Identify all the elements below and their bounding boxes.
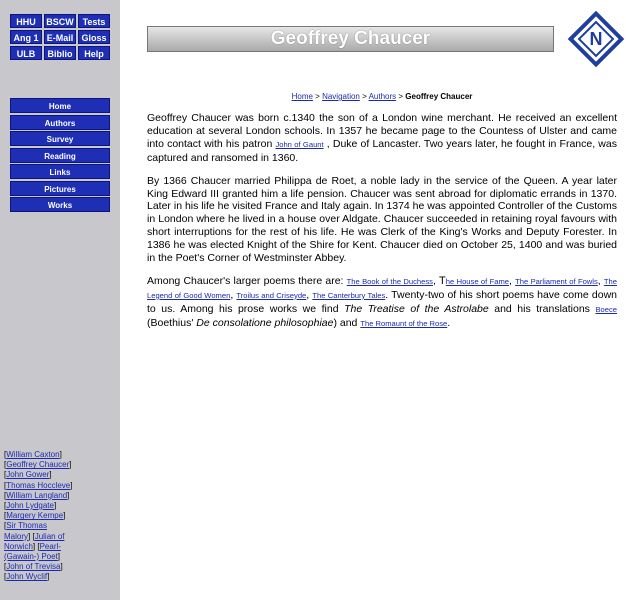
separator: , [597, 274, 604, 287]
link-legend-of-good-women[interactable]: The Legend of Good Women [147, 276, 617, 300]
paragraph-text: ) and [333, 316, 361, 329]
author-link[interactable]: Thomas Hoccleve [6, 480, 71, 490]
author-link[interactable]: Julian of Norwich [4, 531, 65, 551]
author-link[interactable]: William Caxton [6, 450, 60, 459]
nav-reading[interactable]: Reading [10, 148, 110, 163]
author-link[interactable]: William Langland [6, 490, 68, 500]
authors-list: [William Caxton] [Geoffrey Chaucer] [John Gower] [Thomas Hoccleve] [William Langland] [John Lydgate] [Margery Kempe] [Sir Thomas Malory] [Julian of Norwich] [Pearl-(Gawain-) Poet] [John of Trevisa] [John Wyclif] [4, 450, 73, 582]
link-boece[interactable]: Boece [595, 304, 617, 314]
separator: , [230, 288, 237, 301]
breadcrumb-separator: > [312, 92, 323, 101]
nav-pictures[interactable]: Pictures [10, 181, 110, 196]
paragraph-text: , Duke of Lancaster. Two years later, he fought in France, was captured and ransomed in 1360. [147, 137, 617, 164]
paragraph-text: Geoffrey Chaucer was born c.1340 the son of a London wine merchant. He received an excellent education at several London schools. In 1357 he became page to the Countess of Ulster and came into contact with his patron [147, 112, 617, 150]
breadcrumb-separator: > [396, 92, 406, 101]
link-romaunt-of-the-rose[interactable]: The Romaunt of the Rose [360, 318, 448, 328]
top-link-hhu[interactable]: HHU [10, 14, 42, 28]
top-link-ulb[interactable]: ULB [10, 46, 42, 60]
breadcrumb-current: Geoffrey Chaucer [405, 92, 473, 101]
separator: , [509, 274, 516, 287]
top-link-email[interactable]: E-Mail [44, 30, 76, 44]
link-parliament-of-fowls[interactable]: The Parliament of Fowls [515, 276, 598, 286]
paragraph-text: and his translations [488, 302, 596, 315]
top-link-gloss[interactable]: Gloss [78, 30, 110, 44]
author-link[interactable]: John of Trevisa [6, 562, 61, 572]
sidebar [0, 0, 120, 600]
author-link[interactable]: Sir Thomas Malory [4, 521, 47, 541]
link-troilus-and-criseyde[interactable]: Troilus and Criseyde [236, 290, 307, 300]
top-link-ang1[interactable]: Ang 1 [10, 30, 42, 44]
title-de-consolatione: De consolatione philosophiae [196, 316, 334, 329]
top-link-tests[interactable]: Tests [78, 14, 110, 28]
link-book-of-the-duchess[interactable]: The Book of the Duchess [346, 276, 433, 286]
nav-links[interactable]: Links [10, 164, 110, 179]
link-house-of-fame[interactable]: he House of Fame [445, 276, 510, 286]
author-link[interactable]: Margery Kempe [6, 511, 64, 521]
breadcrumb-home[interactable]: Home [291, 92, 313, 101]
breadcrumb-authors[interactable]: Authors [368, 92, 397, 101]
page-title-banner: Geoffrey Chaucer [147, 26, 554, 52]
author-link[interactable]: Pearl-(Gawain-) Poet [4, 541, 61, 562]
paragraph-text: (Boethius' [147, 316, 197, 329]
author-link[interactable]: Geoffrey Chaucer [6, 460, 70, 470]
top-link-biblio[interactable]: Biblio [44, 46, 76, 60]
nav-authors[interactable]: Authors [10, 115, 110, 130]
link-canterbury-tales[interactable]: The Canterbury Tales [312, 290, 386, 300]
separator: , [306, 288, 313, 301]
logo-letter: N [589, 29, 603, 49]
site-logo-icon [566, 9, 626, 69]
stray-capital-t: T [439, 274, 446, 287]
link-john-of-gaunt[interactable]: John of Gaunt [275, 139, 324, 149]
biography-paragraph-2: By 1366 Chaucer married Philippa de Roet, a noble lady in the service of the Queen. A year later King Edward III granted him a life pension. Chaucer was sent abroad for diplomatic errands in 1370. Later in his life he visited France and Italy again. In 1374 he was appointed Controller of the Customs in London where he lived in a house over Aldgate. Chaucer succeeded in retaining royal favours with short interruptions for the rest of his life. He was Clerk of the King's Works and Deputy Forester. In 1386 he was elected Knight of the Shire for Kent. Chaucer died on October 25, 1400 and was buried in the Poet's Corner of Westminster Abbey. [147, 174, 617, 265]
main-content [147, 112, 617, 341]
breadcrumb-separator: > [359, 92, 369, 101]
author-link[interactable]: John Wyclif [6, 572, 48, 582]
author-link[interactable]: John Gower [6, 470, 50, 480]
biography-paragraph-1 [147, 112, 617, 165]
separator: , [432, 274, 440, 287]
paragraph-text: . Twenty-two of his short poems have come down to us. Among his prose works we find [147, 288, 617, 315]
breadcrumb-navigation[interactable]: Navigation [322, 92, 360, 101]
works-paragraph [147, 275, 617, 331]
author-link[interactable]: John Lydgate [6, 501, 54, 511]
nav-home[interactable]: Home [10, 98, 110, 113]
breadcrumb [147, 92, 617, 101]
title-treatise-astrolabe: The Treatise of the Astrolabe [344, 302, 489, 315]
paragraph-text: Among Chaucer's larger poems there are: [147, 274, 347, 287]
paragraph-text: . [447, 316, 451, 329]
nav-works[interactable]: Works [10, 197, 110, 212]
nav-survey[interactable]: Survey [10, 131, 110, 146]
top-link-help[interactable]: Help [78, 46, 110, 60]
top-link-bscw[interactable]: BSCW [44, 14, 76, 28]
